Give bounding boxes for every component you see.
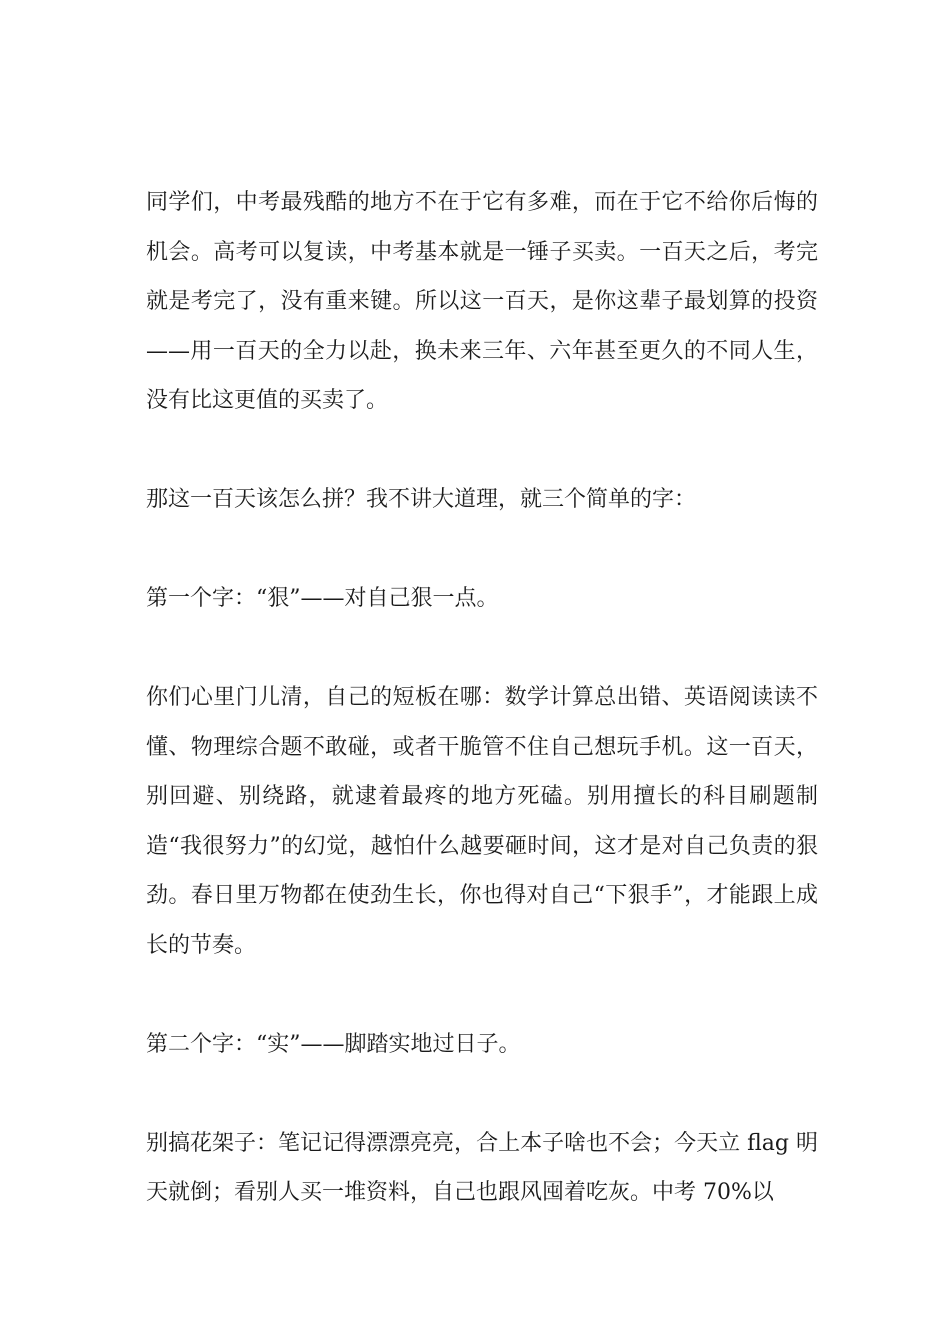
paragraph-intro: 同学们，中考最残酷的地方不在于它有多难，而在于它不给你后悔的机会。高考可以复读，中考基本就是一锤子买卖。一百天之后，考完就是考完了，没有重来键。所以这一百天，是你这辈子最划算的投资——用一百天的全力以赴，换未来三年、六年甚至更久的不同人生，没有比这更值的买卖了。 <box>146 190 818 413</box>
heading-second-word: 第二个字：“实”——脚踏实地过日子。 <box>146 1031 521 1057</box>
heading-first-word: 第一个字：“狠”——对自己狠一点。 <box>146 586 499 611</box>
paragraph-second-word-body: 别搞花架子：笔记记得漂漂亮亮，合上本子啥也不会；今天立 flag 明天就倒；看别人买一堆资料，自己也跟风囤着吃灰。中考 70%以 <box>146 1130 818 1205</box>
paragraph-first-word-body: 你们心里门儿清，自己的短板在哪：数学计算总出错、英语阅读读不懂、物理综合题不敢碰，或者干脆管不住自己想玩手机。这一百天，别回避、别绕路，就逮着最疼的地方死磕。别用擅长的科目刷题制造“我很努力”的幻觉，越怕什么越要砸时间，这才是对自己负责的狠劲。春日里万物都在使劲生长，你也得对自己“下狠手”，才能跟上成长的节奏。 <box>146 685 818 958</box>
paragraph-question: 那这一百天该怎么拼？我不讲大道理，就三个简单的字： <box>146 487 697 512</box>
document-body <box>146 178 818 1218</box>
